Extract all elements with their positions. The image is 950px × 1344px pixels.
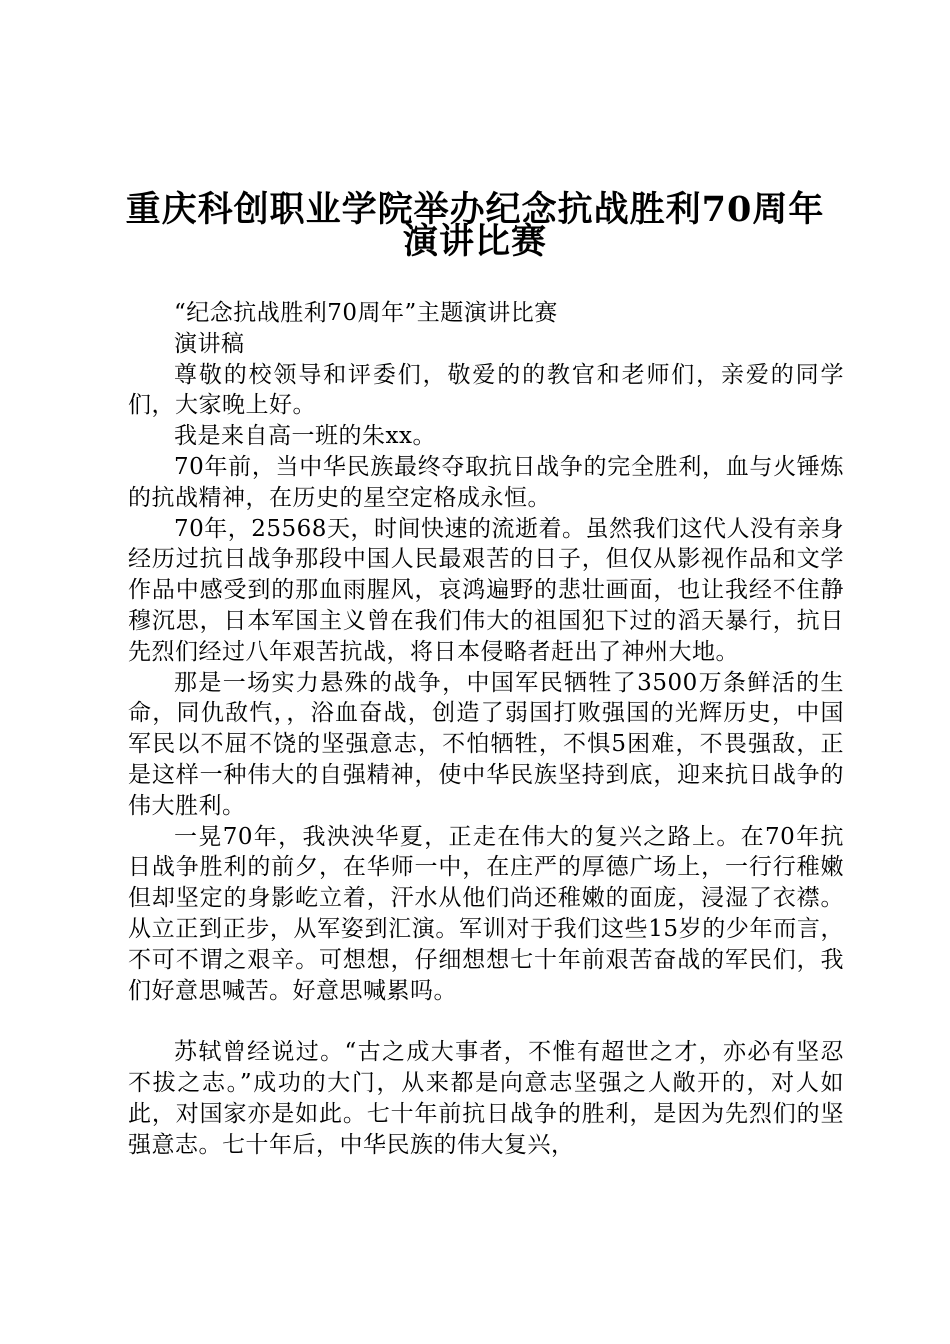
paragraph-greeting: 尊敬的校领导和评委们，敬爱的的教官和老师们，亲爱的同学们，大家晚上好。 (128, 361, 844, 419)
document-title-line-2: 演讲比赛 (402, 221, 547, 262)
paragraph: 苏轼曾经说过。“古之成大事者，不惟有超世之才，亦必有坚忍不拔之志。”成功的大门，从来都是向意志坚强之人敞开的，对人如此，对国家亦是如此。七十年前抗日战争的胜利，是因为先烈们的坚强意志。七十年后，中华民族的伟大复兴， (128, 1039, 844, 1158)
blank-line (128, 1006, 844, 1037)
paragraph-introduction: 我是来自高一班的朱xx。 (174, 423, 436, 450)
paragraph: 70年前，当中华民族最终夺取抗日战争的完全胜利，血与火锤炼的抗战精神，在历史的星空定格成永恒。 (128, 453, 844, 511)
document-title-line-1: 重庆科创职业学院举办纪念抗战胜利70周年 (125, 189, 825, 230)
paragraph: 那是一场实力悬殊的战争，中国军民牺牲了3500万条鲜活的生命，同仇敌忾，，浴血奋战，创造了弱国打败强国的光辉历史，中国军民以不屈不饶的坚强意志，不怕牺牲，不惧5困难，不畏强敌，正是这样一种伟大的自强精神，使中华民族坚持到底，迎来抗日战争的伟大胜利。 (128, 669, 844, 819)
paragraph: 一晃70年，我泱泱华夏，正走在伟大的复兴之路上。在70年抗日战争胜利的前夕，在华师一中，在庄严的厚德广场上，一行行稚嫩但却坚定的身影屹立着，汗水从他们尚还稚嫩的面庞，浸湿了衣襟。从立正到正步，从军姿到汇演。军训对于我们这些15岁的少年而言，不可不谓之艰辛。可想想，仔细想想七十年前艰苦奋战的军民们，我们好意思喊苦。好意思喊累吗。 (128, 823, 844, 1004)
paragraph-subtitle: “纪念抗战胜利70周年”主题演讲比赛 (174, 300, 558, 326)
paragraph-subtitle-continued: 演讲稿 (174, 330, 245, 357)
paragraph: 70年，25568天，时间快速的流逝着。虽然我们这代人没有亲身经历过抗日战争那段中国人民最艰苦的日子，但仅从影视作品和文学作品中感受到的那血雨腥风，哀鸿遍野的悲壮画面，也让我经不住静穆沉思，日本军国主义曾在我们伟大的祖国犯下过的滔天暴行，抗日先烈们经过八年艰苦抗战，将日本侵略者赶出了神州大地。 (128, 515, 844, 665)
document-body (128, 298, 844, 1160)
